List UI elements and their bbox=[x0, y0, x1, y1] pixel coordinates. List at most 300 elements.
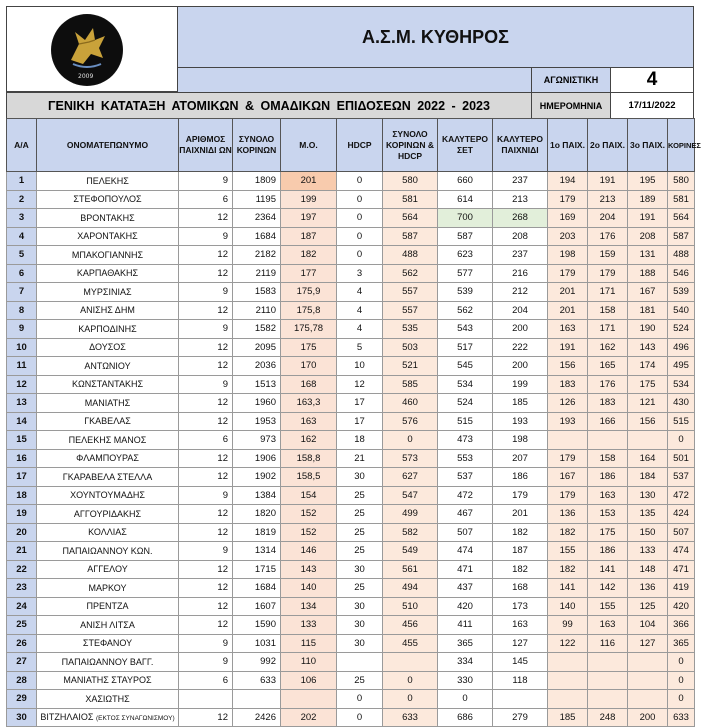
cell-g2: 163 bbox=[588, 616, 628, 635]
table-row bbox=[7, 653, 695, 672]
cell-g3: 143 bbox=[628, 338, 668, 357]
cell-avg: 162 bbox=[281, 431, 337, 450]
cell-name: ΠΕΛΕΚΗΣ ΜΑΝΟΣ bbox=[37, 431, 179, 450]
cell-pins: 534 bbox=[668, 375, 695, 394]
cell-g1: 182 bbox=[548, 560, 588, 579]
cell-best-set: 515 bbox=[438, 412, 493, 431]
cell-hdcp: 10 bbox=[337, 357, 383, 376]
cell-pins: 507 bbox=[668, 523, 695, 542]
cell-g3: 131 bbox=[628, 246, 668, 265]
cell-total: 992 bbox=[233, 653, 281, 672]
cell-best-game: 179 bbox=[493, 486, 548, 505]
cell-g2: 191 bbox=[588, 172, 628, 191]
cell-name: ΦΛΑΜΠΟΥΡΑΣ bbox=[37, 449, 179, 468]
cell-g1 bbox=[548, 653, 588, 672]
table-row bbox=[7, 708, 695, 727]
cell-games: 12 bbox=[179, 616, 233, 635]
cell-g2: 176 bbox=[588, 227, 628, 246]
cell-name: ΜΑΝΙΑΤΗΣ ΣΤΑΥΡΟΣ bbox=[37, 671, 179, 690]
table-row bbox=[7, 671, 695, 690]
cell-g1: 183 bbox=[548, 375, 588, 394]
player-name: ΒΙΤΖΗΛΑΙΟΣ bbox=[40, 712, 94, 723]
cell-g1: 193 bbox=[548, 412, 588, 431]
cell-g3: 189 bbox=[628, 190, 668, 209]
club-name: Α.Σ.Μ. ΚΥΘΗΡΟΣ bbox=[177, 6, 694, 68]
cell-hdcp: 25 bbox=[337, 671, 383, 690]
col-header-game3: 3ο ΠΑΙΧ. bbox=[628, 119, 668, 172]
table-row bbox=[7, 523, 695, 542]
cell-g2: 179 bbox=[588, 264, 628, 283]
cell-g1: 126 bbox=[548, 394, 588, 413]
cell-g1: 122 bbox=[548, 634, 588, 653]
cell-aa: 24 bbox=[7, 597, 37, 616]
cell-games: 9 bbox=[179, 486, 233, 505]
cell-g2: 166 bbox=[588, 412, 628, 431]
cell-g2: 163 bbox=[588, 486, 628, 505]
table-row bbox=[7, 338, 695, 357]
cell-aa: 26 bbox=[7, 634, 37, 653]
page-title: ΓΕΝΙΚΗ ΚΑΤΑΤΑΞΗ ΑΤΟΜΙΚΩΝ & ΟΜΑΔΙΚΩΝ ΕΠΙΔΟΣΕΩΝ 2022 - 2023 bbox=[6, 92, 532, 119]
cell-games: 9 bbox=[179, 634, 233, 653]
cell-name: ΓΚΑΡΑΒΕΛΑ ΣΤΕΛΛΑ bbox=[37, 468, 179, 487]
cell-g1: 169 bbox=[548, 209, 588, 228]
cell-aa: 19 bbox=[7, 505, 37, 524]
cell-g3: 200 bbox=[628, 708, 668, 727]
cell-g2: 175 bbox=[588, 523, 628, 542]
cell-g2: 204 bbox=[588, 209, 628, 228]
cell-games: 12 bbox=[179, 468, 233, 487]
cell-total: 1953 bbox=[233, 412, 281, 431]
cell-avg: 177 bbox=[281, 264, 337, 283]
cell-best-set: 474 bbox=[438, 542, 493, 561]
cell-total bbox=[233, 690, 281, 709]
cell-games: 12 bbox=[179, 708, 233, 727]
table-row bbox=[7, 172, 695, 191]
cell-g3 bbox=[628, 653, 668, 672]
table-row bbox=[7, 597, 695, 616]
cell-total-hdcp: 564 bbox=[383, 209, 438, 228]
cell-g1: 167 bbox=[548, 468, 588, 487]
cell-g3 bbox=[628, 431, 668, 450]
cell-g2: 186 bbox=[588, 468, 628, 487]
cell-games: 12 bbox=[179, 505, 233, 524]
cell-name: ΧΑΣΙΩΤΗΣ bbox=[37, 690, 179, 709]
cell-best-game: 198 bbox=[493, 431, 548, 450]
cell-g1 bbox=[548, 431, 588, 450]
cell-g3: 184 bbox=[628, 468, 668, 487]
table-row bbox=[7, 560, 695, 579]
cell-best-game: 118 bbox=[493, 671, 548, 690]
cell-pins: 366 bbox=[668, 616, 695, 635]
cell-avg: 168 bbox=[281, 375, 337, 394]
cell-g1: 136 bbox=[548, 505, 588, 524]
cell-g1: 203 bbox=[548, 227, 588, 246]
cell-total: 2095 bbox=[233, 338, 281, 357]
cell-total-hdcp: 580 bbox=[383, 172, 438, 191]
table-row bbox=[7, 412, 695, 431]
cell-best-set: 517 bbox=[438, 338, 493, 357]
cell-total-hdcp: 557 bbox=[383, 301, 438, 320]
cell-total-hdcp: 581 bbox=[383, 190, 438, 209]
cell-name: ΠΑΠΑΙΩΑΝΝΟΥ ΚΩΝ. bbox=[37, 542, 179, 561]
cell-total-hdcp: 585 bbox=[383, 375, 438, 394]
cell-pins: 537 bbox=[668, 468, 695, 487]
cell-name: ΚΟΛΛΙΑΣ bbox=[37, 523, 179, 542]
cell-total: 1684 bbox=[233, 227, 281, 246]
cell-pins: 0 bbox=[668, 690, 695, 709]
date-label: ΗΜΕΡΟΜΗΝΙΑ bbox=[531, 92, 611, 119]
cell-total: 1513 bbox=[233, 375, 281, 394]
cell-total-hdcp bbox=[383, 653, 438, 672]
col-header-pins: ΚΟΡΙΝΕΣ bbox=[668, 119, 695, 172]
cell-total: 2182 bbox=[233, 246, 281, 265]
cell-aa: 4 bbox=[7, 227, 37, 246]
cell-avg: 175,8 bbox=[281, 301, 337, 320]
cell-avg: 163 bbox=[281, 412, 337, 431]
cell-aa: 25 bbox=[7, 616, 37, 635]
cell-g3: 208 bbox=[628, 227, 668, 246]
cell-g2 bbox=[588, 431, 628, 450]
cell-aa: 10 bbox=[7, 338, 37, 357]
cell-total: 2364 bbox=[233, 209, 281, 228]
cell-hdcp: 0 bbox=[337, 708, 383, 727]
cell-hdcp: 4 bbox=[337, 301, 383, 320]
cell-games: 6 bbox=[179, 190, 233, 209]
cell-g1: 179 bbox=[548, 264, 588, 283]
cell-total-hdcp: 0 bbox=[383, 431, 438, 450]
cell-total-hdcp: 455 bbox=[383, 634, 438, 653]
cell-avg: 143 bbox=[281, 560, 337, 579]
cell-total: 633 bbox=[233, 671, 281, 690]
cell-total-hdcp: 0 bbox=[383, 671, 438, 690]
cell-g2: 171 bbox=[588, 320, 628, 339]
cell-total: 2119 bbox=[233, 264, 281, 283]
cell-avg: 163,3 bbox=[281, 394, 337, 413]
cell-name: ΠΕΛΕΚΗΣ bbox=[37, 172, 179, 191]
cell-g3: 121 bbox=[628, 394, 668, 413]
cell-name: ΑΝΙΣΗΣ ΔΗΜ bbox=[37, 301, 179, 320]
cell-avg bbox=[281, 690, 337, 709]
cell-best-game: 145 bbox=[493, 653, 548, 672]
cell-aa: 22 bbox=[7, 560, 37, 579]
cell-best-game: 173 bbox=[493, 597, 548, 616]
cell-g3: 181 bbox=[628, 301, 668, 320]
col-header-total-hdcp: ΣΥΝΟΛΟ ΚΟΡΙΝΩΝ & HDCP bbox=[383, 119, 438, 172]
cell-best-game: 204 bbox=[493, 301, 548, 320]
cell-hdcp: 0 bbox=[337, 690, 383, 709]
cell-hdcp: 25 bbox=[337, 505, 383, 524]
cell-best-set: 543 bbox=[438, 320, 493, 339]
competition-number: 4 bbox=[610, 67, 694, 93]
cell-g3: 188 bbox=[628, 264, 668, 283]
cell-best-set: 467 bbox=[438, 505, 493, 524]
cell-g3: 104 bbox=[628, 616, 668, 635]
cell-g2: 165 bbox=[588, 357, 628, 376]
cell-g2 bbox=[588, 653, 628, 672]
cell-hdcp: 0 bbox=[337, 227, 383, 246]
blank-header-row bbox=[177, 67, 532, 93]
cell-name: ΒΡΟΝΤΑΚΗΣ bbox=[37, 209, 179, 228]
cell-g1: 163 bbox=[548, 320, 588, 339]
cell-pins: 496 bbox=[668, 338, 695, 357]
cell-hdcp: 0 bbox=[337, 172, 383, 191]
cell-name: ΑΝΤΩΝΙΟΥ bbox=[37, 357, 179, 376]
cell-g3: 195 bbox=[628, 172, 668, 191]
cell-g2: 183 bbox=[588, 394, 628, 413]
cell-avg: 182 bbox=[281, 246, 337, 265]
cell-g2: 155 bbox=[588, 597, 628, 616]
cell-g1 bbox=[548, 690, 588, 709]
cell-g2: 153 bbox=[588, 505, 628, 524]
cell-hdcp: 4 bbox=[337, 283, 383, 302]
date-value: 17/11/2022 bbox=[610, 92, 694, 119]
cell-games: 12 bbox=[179, 394, 233, 413]
cell-best-set: 539 bbox=[438, 283, 493, 302]
cell-total: 2110 bbox=[233, 301, 281, 320]
cell-total: 1902 bbox=[233, 468, 281, 487]
table-row bbox=[7, 320, 695, 339]
cell-hdcp: 30 bbox=[337, 560, 383, 579]
table-row bbox=[7, 264, 695, 283]
table-header-row bbox=[7, 119, 695, 172]
cell-games: 12 bbox=[179, 338, 233, 357]
cell-best-set: 0 bbox=[438, 690, 493, 709]
cell-pins: 365 bbox=[668, 634, 695, 653]
table-row bbox=[7, 227, 695, 246]
cell-hdcp: 0 bbox=[337, 246, 383, 265]
cell-aa: 13 bbox=[7, 394, 37, 413]
cell-games: 12 bbox=[179, 523, 233, 542]
cell-best-game: 187 bbox=[493, 542, 548, 561]
cell-games: 6 bbox=[179, 671, 233, 690]
cell-g1: 191 bbox=[548, 338, 588, 357]
cell-g3: 175 bbox=[628, 375, 668, 394]
cell-aa: 1 bbox=[7, 172, 37, 191]
cell-g3: 191 bbox=[628, 209, 668, 228]
cell-best-set: 660 bbox=[438, 172, 493, 191]
table-row bbox=[7, 375, 695, 394]
cell-best-game: 182 bbox=[493, 523, 548, 542]
cell-name: ΚΑΡΠΑΘΑΚΗΣ bbox=[37, 264, 179, 283]
cell-g2 bbox=[588, 671, 628, 690]
cell-hdcp: 25 bbox=[337, 579, 383, 598]
cell-best-set: 545 bbox=[438, 357, 493, 376]
cell-g2: 213 bbox=[588, 190, 628, 209]
cell-total-hdcp: 627 bbox=[383, 468, 438, 487]
cell-total: 2426 bbox=[233, 708, 281, 727]
cell-avg: 175,9 bbox=[281, 283, 337, 302]
cell-name: ΠΡΕΝΤΖΑ bbox=[37, 597, 179, 616]
cell-aa: 9 bbox=[7, 320, 37, 339]
cell-name: ΑΓΓΕΛΟΥ bbox=[37, 560, 179, 579]
cell-total-hdcp: 587 bbox=[383, 227, 438, 246]
cell-g3: 133 bbox=[628, 542, 668, 561]
cell-games: 12 bbox=[179, 579, 233, 598]
cell-best-game: 201 bbox=[493, 505, 548, 524]
cell-best-set: 334 bbox=[438, 653, 493, 672]
cell-pins: 546 bbox=[668, 264, 695, 283]
cell-total: 1607 bbox=[233, 597, 281, 616]
cell-name bbox=[37, 708, 179, 727]
cell-games: 12 bbox=[179, 301, 233, 320]
cell-best-game: 193 bbox=[493, 412, 548, 431]
table-row bbox=[7, 190, 695, 209]
table-row bbox=[7, 505, 695, 524]
cell-hdcp: 4 bbox=[337, 320, 383, 339]
cell-hdcp: 25 bbox=[337, 523, 383, 542]
cell-g2: 158 bbox=[588, 449, 628, 468]
table-body bbox=[7, 172, 695, 727]
col-header-hdcp: HDCP bbox=[337, 119, 383, 172]
cell-best-set: 534 bbox=[438, 375, 493, 394]
cell-best-game: 237 bbox=[493, 172, 548, 191]
cell-games: 12 bbox=[179, 357, 233, 376]
cell-best-set: 553 bbox=[438, 449, 493, 468]
cell-aa: 17 bbox=[7, 468, 37, 487]
cell-total-hdcp: 521 bbox=[383, 357, 438, 376]
cell-avg: 154 bbox=[281, 486, 337, 505]
cell-hdcp: 25 bbox=[337, 486, 383, 505]
cell-name: ΚΩΝΣΤΑΝΤΑΚΗΣ bbox=[37, 375, 179, 394]
cell-total: 1582 bbox=[233, 320, 281, 339]
cell-hdcp: 18 bbox=[337, 431, 383, 450]
cell-best-game: 182 bbox=[493, 560, 548, 579]
cell-games: 9 bbox=[179, 375, 233, 394]
cell-best-set: 473 bbox=[438, 431, 493, 450]
cell-pins: 540 bbox=[668, 301, 695, 320]
cell-avg: 197 bbox=[281, 209, 337, 228]
cell-total: 1195 bbox=[233, 190, 281, 209]
cell-hdcp bbox=[337, 653, 383, 672]
griffin-emblem-icon bbox=[51, 14, 123, 86]
cell-best-set: 577 bbox=[438, 264, 493, 283]
cell-aa: 18 bbox=[7, 486, 37, 505]
cell-pins: 472 bbox=[668, 486, 695, 505]
cell-best-game: 163 bbox=[493, 616, 548, 635]
cell-hdcp: 0 bbox=[337, 190, 383, 209]
cell-total-hdcp: 633 bbox=[383, 708, 438, 727]
cell-pins: 0 bbox=[668, 653, 695, 672]
cell-aa: 20 bbox=[7, 523, 37, 542]
cell-g1: 155 bbox=[548, 542, 588, 561]
cell-pins: 564 bbox=[668, 209, 695, 228]
cell-games: 12 bbox=[179, 246, 233, 265]
table-row bbox=[7, 690, 695, 709]
cell-total: 1583 bbox=[233, 283, 281, 302]
cell-g1: 198 bbox=[548, 246, 588, 265]
cell-hdcp: 30 bbox=[337, 634, 383, 653]
logo-year: 2009 bbox=[78, 73, 94, 80]
cell-avg: 146 bbox=[281, 542, 337, 561]
cell-best-set: 507 bbox=[438, 523, 493, 542]
cell-g3: 190 bbox=[628, 320, 668, 339]
cell-best-set: 365 bbox=[438, 634, 493, 653]
cell-g2: 158 bbox=[588, 301, 628, 320]
cell-avg: 158,5 bbox=[281, 468, 337, 487]
cell-best-game: 185 bbox=[493, 394, 548, 413]
cell-pins: 587 bbox=[668, 227, 695, 246]
table-row bbox=[7, 616, 695, 635]
cell-name: ΓΚΑΒΕΛΑΣ bbox=[37, 412, 179, 431]
competition-label: ΑΓΩΝΙΣΤΙΚΗ bbox=[531, 67, 611, 93]
cell-g3: 150 bbox=[628, 523, 668, 542]
cell-avg: 152 bbox=[281, 523, 337, 542]
cell-games: 9 bbox=[179, 320, 233, 339]
cell-best-game: 279 bbox=[493, 708, 548, 727]
cell-aa: 3 bbox=[7, 209, 37, 228]
cell-aa: 15 bbox=[7, 431, 37, 450]
cell-g1: 201 bbox=[548, 283, 588, 302]
cell-total-hdcp: 0 bbox=[383, 690, 438, 709]
cell-games: 9 bbox=[179, 283, 233, 302]
cell-total: 1819 bbox=[233, 523, 281, 542]
cell-pins: 581 bbox=[668, 190, 695, 209]
cell-aa: 2 bbox=[7, 190, 37, 209]
cell-pins: 515 bbox=[668, 412, 695, 431]
cell-total-hdcp: 503 bbox=[383, 338, 438, 357]
cell-avg: 110 bbox=[281, 653, 337, 672]
cell-total: 1820 bbox=[233, 505, 281, 524]
cell-total-hdcp: 488 bbox=[383, 246, 438, 265]
cell-hdcp: 25 bbox=[337, 542, 383, 561]
cell-games: 12 bbox=[179, 264, 233, 283]
cell-games: 9 bbox=[179, 653, 233, 672]
table-row bbox=[7, 634, 695, 653]
col-header-aa: Α/Α bbox=[7, 119, 37, 172]
cell-total-hdcp: 456 bbox=[383, 616, 438, 635]
cell-g3: 130 bbox=[628, 486, 668, 505]
cell-best-game: 207 bbox=[493, 449, 548, 468]
table-row bbox=[7, 357, 695, 376]
cell-total-hdcp: 557 bbox=[383, 283, 438, 302]
table-row bbox=[7, 246, 695, 265]
cell-hdcp: 30 bbox=[337, 616, 383, 635]
cell-best-set: 524 bbox=[438, 394, 493, 413]
cell-total: 973 bbox=[233, 431, 281, 450]
table-row bbox=[7, 283, 695, 302]
cell-aa: 23 bbox=[7, 579, 37, 598]
cell-games bbox=[179, 690, 233, 709]
cell-g2: 142 bbox=[588, 579, 628, 598]
cell-name: ΜΑΝΙΑΤΗΣ bbox=[37, 394, 179, 413]
cell-avg: 187 bbox=[281, 227, 337, 246]
cell-g1: 141 bbox=[548, 579, 588, 598]
cell-pins: 488 bbox=[668, 246, 695, 265]
cell-g3 bbox=[628, 690, 668, 709]
cell-aa: 14 bbox=[7, 412, 37, 431]
cell-hdcp: 12 bbox=[337, 375, 383, 394]
cell-total-hdcp: 547 bbox=[383, 486, 438, 505]
cell-best-game: 127 bbox=[493, 634, 548, 653]
cell-aa: 11 bbox=[7, 357, 37, 376]
cell-total: 1809 bbox=[233, 172, 281, 191]
cell-name: ΠΑΠΑΙΩΑΝΝΟΥ ΒΑΓΓ. bbox=[37, 653, 179, 672]
cell-total: 1715 bbox=[233, 560, 281, 579]
table-row bbox=[7, 468, 695, 487]
cell-g1: 156 bbox=[548, 357, 588, 376]
cell-hdcp: 17 bbox=[337, 412, 383, 431]
cell-name: ΑΓΓΟΥΡΙΔΑΚΗΣ bbox=[37, 505, 179, 524]
cell-g2: 176 bbox=[588, 375, 628, 394]
cell-aa: 30 bbox=[7, 708, 37, 727]
cell-best-game: 268 bbox=[493, 209, 548, 228]
cell-best-set: 472 bbox=[438, 486, 493, 505]
cell-avg: 133 bbox=[281, 616, 337, 635]
cell-best-game: 237 bbox=[493, 246, 548, 265]
cell-pins: 0 bbox=[668, 431, 695, 450]
cell-g3: 135 bbox=[628, 505, 668, 524]
cell-best-set: 686 bbox=[438, 708, 493, 727]
